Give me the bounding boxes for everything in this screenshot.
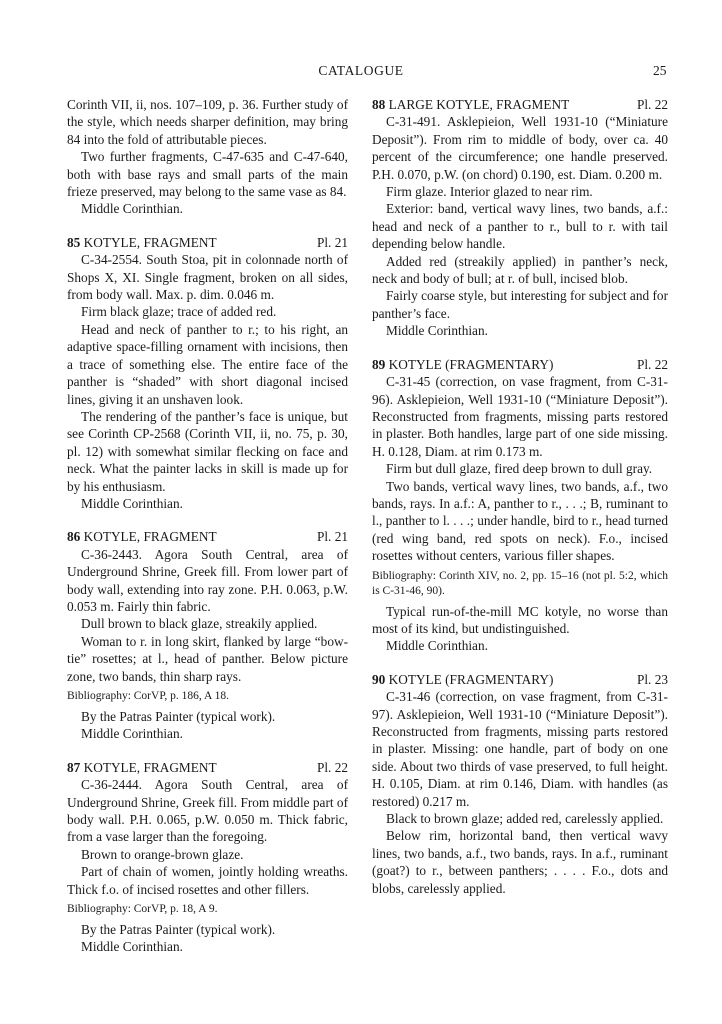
paragraph: Firm but dull glaze, fired deep brown to dull gray. [386, 461, 653, 477]
entry-84-continuation [67, 96, 348, 218]
paragraph: Two bands, vertical wavy lines, two bands, a.f., two bands, rays. In a.f.: A, panther to r., . . .; B, ruminant to l., panther to l. . . .; under handle, bird to r., head turned (red wing band, red spots on neck). F.o., incised rosettes without centers, various filler shapes. [372, 478, 668, 564]
page-number: 25 [653, 63, 667, 78]
paragraph: Corinth VII, ii, nos. 107–109, p. 36. Further study of the style, which needs sharper definition, may bring 84 into the fold of attributable pieces. [67, 97, 348, 147]
catalogue-entry-85 [67, 234, 348, 513]
catalogue-entry-86 [67, 528, 348, 742]
paragraph: By the Patras Painter (typical work). [81, 709, 276, 724]
paragraph: Middle Corinthian. [386, 638, 488, 654]
paragraph: Below rim, horizontal band, then vertical wavy lines, two bands, a.f., two bands, rays. In a.f., ruminant (goat?) to r., between panthers; . . . . F.o., dots and blobs, carelessly applied. [372, 828, 668, 896]
paragraph: By the Patras Painter (typical work). [81, 922, 276, 938]
catalogue-entry-89 [372, 356, 668, 655]
paragraph: C-31-46 (correction, on vase fragment, from C-31-97). Asklepieion, Well 1931-10 (“Miniature Deposit”). Reconstructed from fragments, missing parts restored in plaster. Missing: one handle, part of body on one side. About two thirds of vase preserved, to full height. H. 0.105, Diam. at rim 0.146, Diam. with handles (as restored) 0.217 m. [372, 689, 668, 809]
bibliography: Bibliography: CorVP, p. 186, A 18. [67, 690, 229, 702]
entry-number: 86 [67, 529, 81, 545]
entry-heading [372, 96, 668, 113]
paragraph: Dull brown to black glaze, streakily applied. [81, 616, 318, 632]
entry-heading [372, 356, 668, 373]
paragraph: Black to brown glaze; added red, carelessly applied. [386, 811, 664, 827]
catalogue-entry-90 [372, 671, 668, 897]
paragraph: Firm glaze. Interior glazed to near rim. [386, 184, 593, 200]
plate-reference: Pl. 23 [636, 671, 668, 687]
entry-heading [67, 234, 348, 251]
left-column [67, 96, 348, 956]
entry-title: LARGE KOTYLE, FRAGMENT [388, 97, 570, 112]
catalogue-entry-88 [372, 96, 668, 340]
entry-title: KOTYLE, FRAGMENT [83, 234, 217, 250]
plate-reference: Pl. 22 [636, 356, 668, 372]
paragraph: Middle Corinthian. [81, 495, 183, 511]
paragraph: Added red (streakily applied) in panther’s neck, neck and body of bull; at r. of bull, incised blob. [372, 253, 668, 287]
paragraph: Typical run-of-the-mill MC kotyle, no worse than most of its kind, but undistinguished. [372, 603, 668, 636]
catalogue-entry-87 [67, 759, 348, 956]
paragraph: Middle Corinthian. [81, 201, 183, 217]
entry-title: KOTYLE (FRAGMENTARY) [388, 671, 554, 687]
right-column [372, 96, 668, 897]
entry-heading [372, 671, 668, 688]
paragraph: Exterior: band, vertical wavy lines, two bands, a.f.: head and neck of a panther to r., bull to r. with tail depending below handle. [372, 201, 668, 252]
paragraph: Part of chain of women, jointly holding wreaths. Thick f.o. of incised rosettes and other fillers. [67, 864, 348, 897]
paragraph: Two further fragments, C-47-635 and C-47-640, both with base rays and small parts of the main frieze preserved, may belong to the same vase as 84. [67, 149, 348, 200]
entry-number: 87 [67, 759, 81, 775]
paragraph: Middle Corinthian. [386, 323, 488, 339]
paragraph: The rendering of the panther’s face is unique, but see Corinth CP-2568 (Corinth VII, ii, no. 75, p. 30, pl. 12) with somewhat similar flecking on face and neck. What the painter lacks in skill is made up for by his enthusiasm. [67, 408, 348, 494]
paragraph: C-36-2443. Agora South Central, area of Underground Shrine, Greek fill. From lower part of body wall, extending into ray zone. P.H. 0.063, p.W. 0.053 m. Fairly thin fabric. [67, 546, 348, 614]
paragraph: Middle Corinthian. [81, 726, 183, 742]
entry-heading [67, 759, 348, 776]
entry-number: 90 [372, 671, 386, 687]
running-header-title: CATALOGUE [318, 63, 404, 78]
paragraph: Woman to r. in long skirt, flanked by large “bow-tie” rosettes; at l., head of panther. Below picture zone, two bands, thin sharp rays. [67, 633, 348, 684]
paragraph: Middle Corinthian. [81, 939, 183, 955]
entry-number: 88 [372, 97, 386, 112]
plate-reference: Pl. 22 [636, 97, 668, 112]
entry-title: KOTYLE, FRAGMENT [83, 529, 217, 545]
paragraph: Brown to orange-brown glaze. [81, 846, 244, 862]
entry-title: KOTYLE (FRAGMENTARY) [388, 356, 554, 372]
paragraph: Firm black glaze; trace of added red. [81, 304, 277, 320]
plate-reference: Pl. 21 [316, 234, 348, 250]
plate-reference: Pl. 22 [316, 759, 348, 775]
bibliography: Bibliography: CorVP, p. 18, A 9. [67, 903, 218, 916]
paragraph: Head and neck of panther to r.; to his right, an adaptive space-filling ornament with incisions, then a trace of something else. The entire face of the panther is “shaded” with short diagonal incised lines, giving it an unshaven look. [67, 321, 348, 407]
bibliography: Bibliography: Corinth XIV, no. 2, pp. 15–16 (not pl. 5:2, which is C-31-46, 90). [372, 569, 668, 597]
entry-number: 89 [372, 356, 386, 372]
paragraph: Fairly coarse style, but interesting for subject and for panther’s face. [372, 288, 668, 321]
paragraph: C-36-2444. Agora South Central, area of Underground Shrine, Greek fill. From middle part of body wall. P.H. 0.065, p.W. 0.050 m. Thick fabric, from a vase larger than the foregoing. [67, 777, 348, 845]
entry-title: KOTYLE, FRAGMENT [83, 759, 217, 775]
entry-number: 85 [67, 234, 81, 250]
entry-heading [67, 528, 348, 545]
paragraph: C-31-45 (correction, on vase fragment, from C-31-96). Asklepieion, Well 1931-10 (“Miniature Deposit”). Reconstructed from fragments, missing parts restored in plaster. Both handles, large part of one side missing. H. 0.128, Diam. at rim 0.173 m. [372, 374, 668, 459]
paragraph: C-34-2554. South Stoa, pit in colonnade north of Shops X, XI. Single fragment, broken on all sides, from body wall. Max. p. dim. 0.046 m. [67, 252, 348, 303]
paragraph: C-31-491. Asklepieion, Well 1931-10 (“Miniature Deposit”). From rim to middle of body, over ca. 40 percent of the circumference; one handle preserved. P.H. 0.070, p.W. (on chord) 0.190, est. Diam. 0.200 m. [372, 114, 668, 182]
plate-reference: Pl. 21 [316, 529, 348, 545]
